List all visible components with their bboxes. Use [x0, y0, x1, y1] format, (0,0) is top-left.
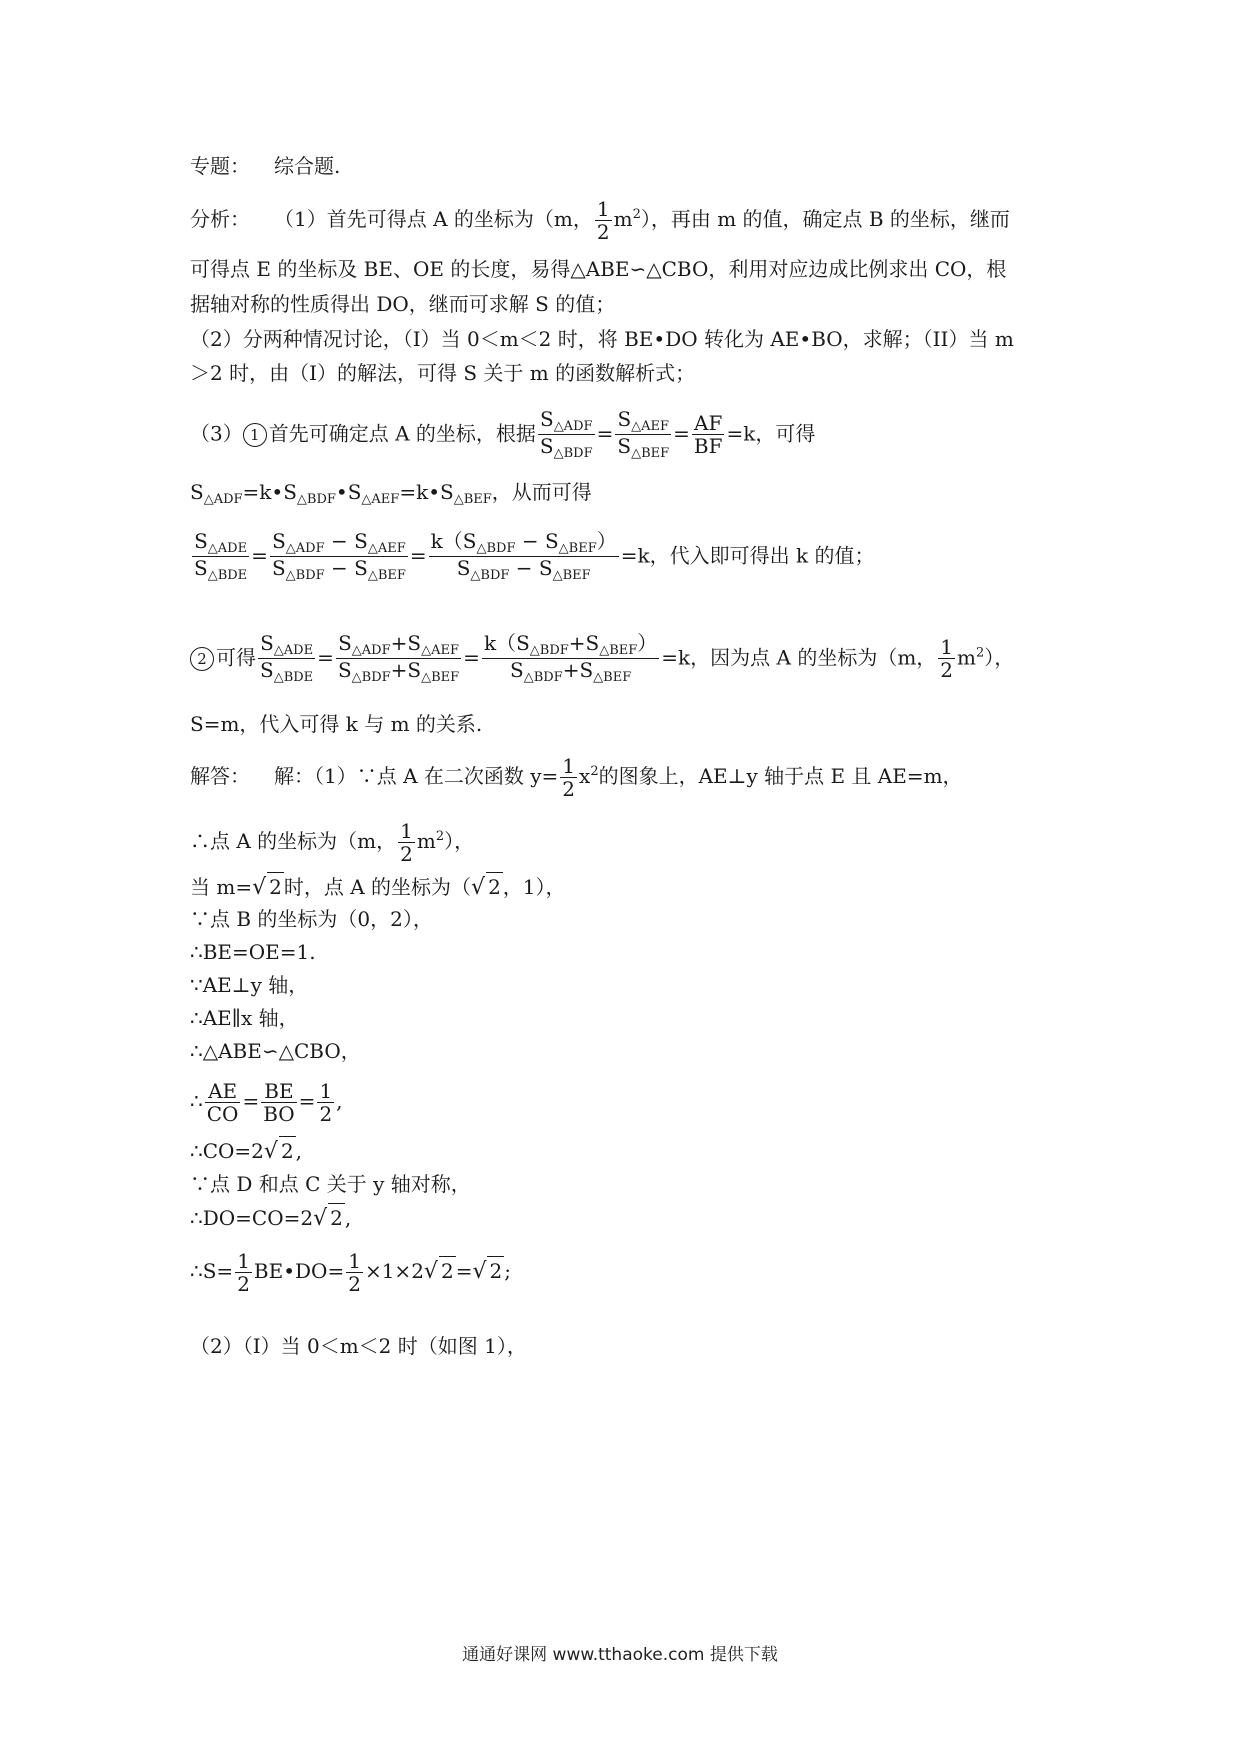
- solution-line-3: 当 m=√ 2 时，点 A 的坐标为（√ 2 ，1），: [190, 872, 566, 902]
- topic-label: 专题：: [190, 154, 250, 178]
- analysis-line-5: ＞2 时，由（I）的解法，可得 S 关于 m 的函数解析式；: [190, 361, 696, 385]
- fraction-half-5: $\frac{1}{2}$: [237, 1249, 250, 1296]
- solution-label: 解答：: [190, 764, 250, 788]
- analysis-line-10: S=m，代入可得 k 与 m 的关系.: [190, 712, 483, 736]
- fraction-half-2: $\frac{1}{2}$: [940, 635, 954, 683]
- fraction-ade-bde: $\frac{S_{\triangle ADE}}{S_{\triangle BDE}}$: [194, 529, 248, 584]
- fraction-ae-co: $\frac{AE}{CO}$: [206, 1079, 239, 1126]
- solution-line-2: ∴点 A 的坐标为（m， $\frac{1}{2}$ $m^2$），: [190, 819, 475, 866]
- fraction-adf-bdf: $\frac{S_{\triangle ADF}}{S_{\triangle BDF}}$: [539, 407, 593, 462]
- solution-line-4: ∵点 B 的坐标为（0，2），: [190, 907, 433, 931]
- fraction-ade-bde-2: $\frac{S_{\triangle ADE}}{S_{\triangle BDE}}$: [260, 631, 314, 686]
- solution-line-5: ∴BE=OE=1.: [190, 940, 316, 964]
- solution-line-10: ∴CO=2√ 2 ,: [190, 1136, 302, 1166]
- solution-line-14: （2）（I）当 0＜m＜2 时（如图 1），: [190, 1334, 527, 1358]
- fraction-k-sum: $\frac{k(S_{\triangle BDF}+S_{\triangle BEF})}{S_{\triangle BDF}+S_{\triangle BEF}}$: [483, 631, 658, 686]
- fraction-be-bo: $\frac{BE}{BO}$: [263, 1079, 295, 1126]
- analysis-line-9: 2 可得 $\frac{S_{\triangle ADE}}{S_{\triangle BDE}}$ = $\frac{S_{\triangle ADF}+S_{\triangle AEF}}{S_{\triangle BDF}+S_{\triangle BEF}}$ = $\frac{k(S_{\triangle BDF}+S_{\triangle BEF})}{S_{\triangle BDF}+S_{\triangle BEF}}$ =k，因为点 A 的坐标为（m， $\frac{1}{2}$ $m^2$），: [190, 632, 1014, 686]
- fraction-one-half: $\frac{1}{2}$: [319, 1079, 333, 1126]
- analysis-line-4: （2）分两种情况讨论，（I）当 0＜m＜2 时，将 BE•DO 转化为 AE•BO，求解；（II）当 m: [190, 327, 1014, 351]
- fraction-sum: $\frac{S_{\triangle ADF}+S_{\triangle AEF}}{S_{\triangle BDF}+S_{\triangle BEF}}$: [337, 631, 460, 686]
- fraction-half: $\frac{1}{2}$: [596, 197, 610, 244]
- analysis-text: （1）首先可得点 A 的坐标为（m，: [274, 207, 593, 231]
- fraction-half-3: $\frac{1}{2}$: [562, 754, 576, 801]
- solution-line-1: 解答： 解：（1）∵点 A 在二次函数 y= $\frac{1}{2}$ $x^2$的图象上，AE⊥y 轴于点 E 且 AE=m，: [190, 754, 963, 801]
- analysis-line-6: （3） 1 首先可确定点 A 的坐标，根据 $\frac{S_{\triangle ADF}}{S_{\triangle BDF}}$ = $\frac{S_{\triangle AEF}}{S_{\triangle BEF}}$ = $\frac{AF}{BF}$ =k，可得: [190, 407, 816, 462]
- solution-line-12: ∴DO=CO=2√ 2 ,: [190, 1203, 351, 1233]
- fraction-af-bf: $\frac{AF}{BF}$: [693, 411, 723, 459]
- solution-line-11: ∵点 D 和点 C 关于 y 轴对称，: [190, 1172, 471, 1196]
- analysis-line-7: $S_{\triangle ADF}=k•S_{\triangle BDF}•S_{\triangle AEF}=k•S_{\triangle BEF}$，从而可得: [190, 480, 592, 507]
- analysis-line-8: $\frac{S_{\triangle ADE}}{S_{\triangle BDE}}$ = $\frac{S_{\triangle ADF} - S_{\triangle AEF}}{S_{\triangle BDF} - S_{\triangle BEF}}$ = $\frac{k(S_{\triangle BDF} - S_{\triangle BEF})}{S_{\triangle BDF} - S_{\triangle BEF}}$ =k，代入即可得出 k 的值；: [194, 529, 875, 584]
- fraction-half-6: $\frac{1}{2}$: [348, 1249, 361, 1296]
- solution-line-6: ∵AE⊥y 轴，: [190, 973, 309, 997]
- fraction-k-difference: $\frac{k(S_{\triangle BDF} - S_{\triangle BEF})}{S_{\triangle BDF} - S_{\triangle BEF}}$: [430, 529, 617, 584]
- analysis-line-3: 据轴对称的性质得出 DO，继而可求解 S 的值；: [190, 292, 616, 316]
- fraction-aef-bef: $\frac{S_{\triangle AEF}}{S_{\triangle BEF}}$: [617, 407, 670, 462]
- topic-line: [190, 152, 340, 180]
- circled-number-1: 1: [243, 423, 267, 447]
- circled-number-2: 2: [190, 647, 214, 671]
- solution-line-7: ∴AE∥x 轴，: [190, 1006, 299, 1030]
- fraction-half-4: $\frac{1}{2}$: [400, 819, 413, 866]
- fraction-difference: $\frac{S_{\triangle ADF} - S_{\triangle AEF}}{S_{\triangle BDF} - S_{\triangle BEF}}$: [271, 529, 406, 584]
- solution-line-8: ∴△ABE∽△CBO，: [190, 1039, 361, 1063]
- analysis-label: 分析：: [190, 207, 250, 231]
- solution-line-13: ∴S= $\frac{1}{2}$ BE•DO= $\frac{1}{2}$ ×1×2√ 2 =√ 2 ;: [190, 1249, 511, 1296]
- solution-line-9: ∴ $\frac{AE}{CO}$ = $\frac{BE}{BO}$ = $\frac{1}{2}$ ,: [190, 1079, 343, 1126]
- analysis-line-1: 分析： （1）首先可得点 A 的坐标为（m， $\frac{1}{2}$ $m^2$），再由 m 的值，确定点 B 的坐标，继而: [190, 197, 1010, 244]
- page-footer: 通通好课网 www.tthaoke.com 提供下载: [462, 1645, 778, 1665]
- topic-value: 综合题.: [274, 154, 341, 178]
- analysis-line-2: 可得点 E 的坐标及 BE、OE 的长度，易得△ABE∽△CBO，利用对应边成比例求出 CO，根: [190, 257, 1007, 281]
